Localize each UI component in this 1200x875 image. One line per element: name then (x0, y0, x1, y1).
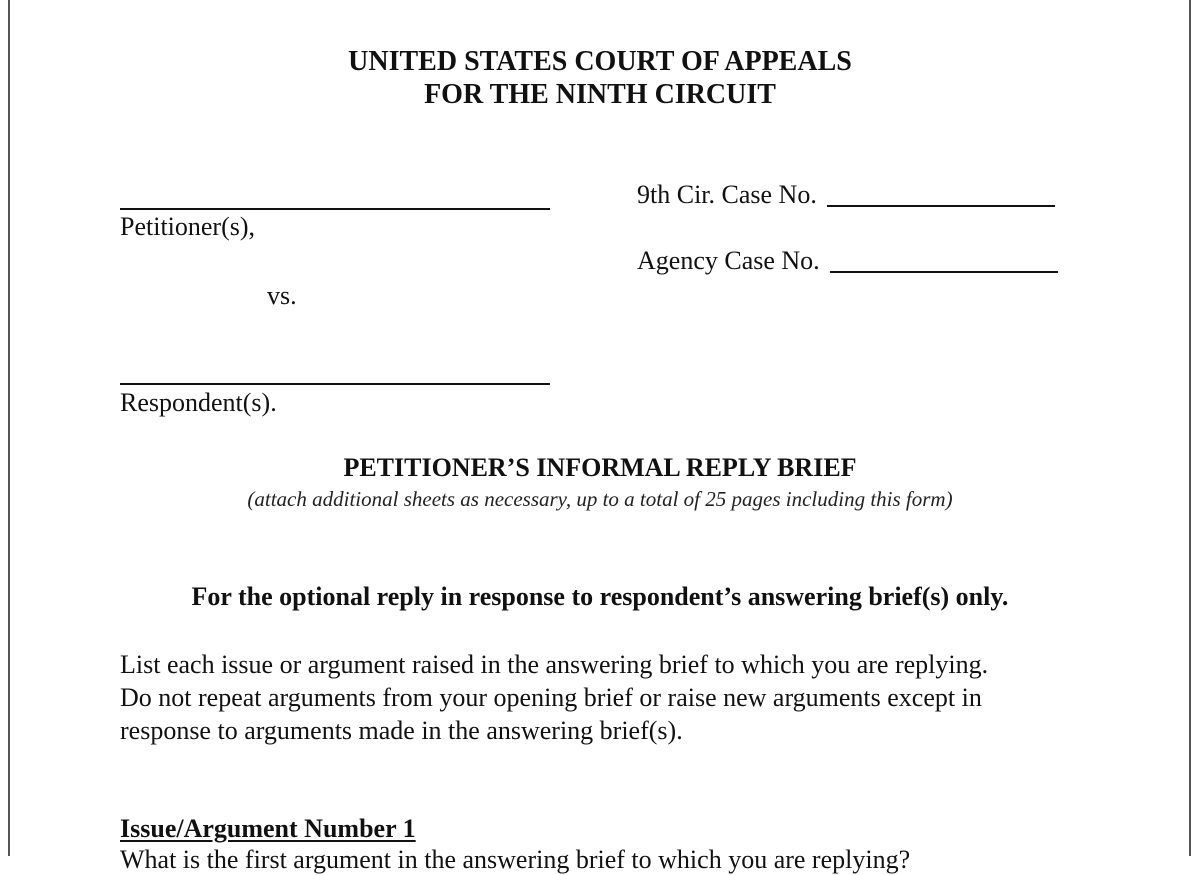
circuit-case-number-row (637, 180, 1055, 210)
petitioner-name-blank[interactable] (120, 208, 550, 210)
agency-case-number-blank[interactable] (830, 271, 1058, 273)
agency-case-number-label: Agency Case No. (637, 246, 820, 275)
agency-case-number-row (637, 246, 1058, 276)
circuit-name: FOR THE NINTH CIRCUIT (424, 79, 776, 110)
instructions-paragraph (120, 648, 1100, 747)
circuit-case-number-blank[interactable] (827, 205, 1055, 207)
versus-label: vs. (267, 281, 297, 310)
instructions-line: response to arguments made in the answering brief(s). (120, 716, 683, 745)
issue-heading: Issue/Argument Number 1 (120, 814, 416, 843)
page-border-left (8, 0, 10, 856)
brief-subtitle: (attach additional sheets as necessary, up to a total of 25 pages including this form) (247, 487, 953, 511)
brief-title: PETITIONER’S INFORMAL REPLY BRIEF (343, 453, 857, 482)
petitioner-label: Petitioner(s), (120, 212, 256, 241)
respondent-name-blank[interactable] (120, 383, 550, 385)
page-border-right (1189, 0, 1191, 856)
court-name: UNITED STATES COURT OF APPEALS (348, 46, 852, 77)
issue-question: What is the first argument in the answering brief to which you are replying? (120, 845, 911, 874)
instructions-line: Do not repeat arguments from your opening brief or raise new arguments except in (120, 683, 982, 712)
reply-note: For the optional reply in response to respondent’s answering brief(s) only. (191, 582, 1009, 611)
respondent-label: Respondent(s). (120, 388, 277, 417)
circuit-case-number-label: 9th Cir. Case No. (637, 180, 817, 209)
instructions-line: List each issue or argument raised in the answering brief to which you are replying. (120, 650, 989, 679)
